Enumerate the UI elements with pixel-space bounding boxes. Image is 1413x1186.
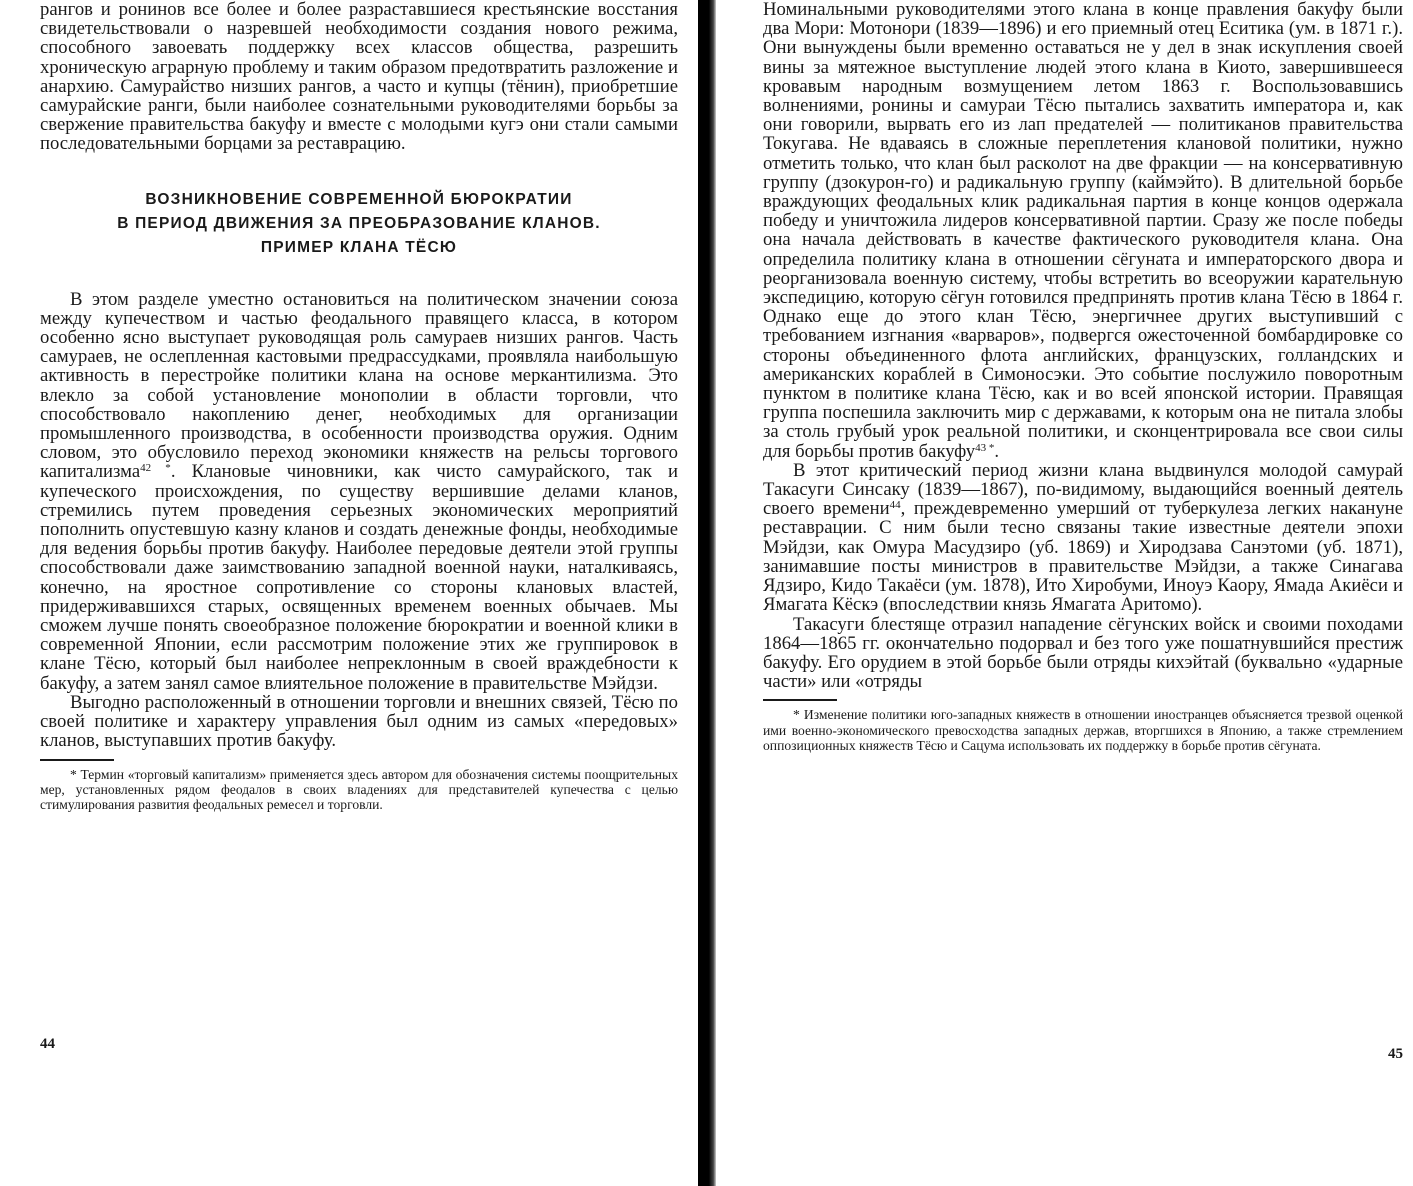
text-run: Номинальными руководителями этого клана в конце правления бакуфу были два Мори: Мотонори (1839—1896) и его приемный отец Еситика (ум. в 1871 г.). Они вынуждены были временно оставаться не у дел в знак искупления своей вины за мятежное выступление людей этого клана в Киото, завершившееся кровавым народным возмущением летом 1863 г. Воспользовавшись волнениями, ронины и самураи Тёсю пытались захватить императора и, как они говорили, вырвать его из лап предателей — политиканов правительства Токугава. Не вдаваясь в сложные переплетения клановой политики, нужно отметить только, что клан был расколот на две фракции — на консервативную группу (дзокурон-го) и радикальную группу (каймэйто). В длительной борьбе враждующих феодальных клик радикальная партия в конце концов одержала победу и уничтожила лидеров консервативной партии. Сразу же после победы она начала действовать в качестве фактического руководителя клана. Она определила политику клана в отношении сёгуната и императорского двора и реорганизовала военную систему, чтобы встретить во всеоружии карательную экспедицию, которую сёгун готовился предпринять против клана Тёсю в 1864 г. Однако еще до этого клан Тёсю, энергичнее других выступивший с требованием изгнания «варваров», подвергся ожесточенной бомбардировке со стороны объединенного флота английских, французских, голландских и американских кораблей в Симоносэки. Это событие послужило поворотным пунктом в политике клана Тёсю, как и во всей японской истории. Правящая группа поспешила заключить мир с державами, к которым она не питала злобы за столь грубый урок реальной политики, и сконцентрировала все свои силы для борьбы против бакуфу xyxy=(763,0,1403,462)
body-paragraph: Такасуги блестяще отразил нападение сёгунских войск и своими походами 1864—1865 гг. окончательно подорвал и без того уже пошатнувшийся престиж бакуфу. Его орудием в этой борьбе были отряды кихэйтай (буквально «ударные части» или «отряды xyxy=(763,613,1403,693)
footnote: * Термин «торговый капитализм» применяется здесь автором для обозначения системы поощрительных мер, установленных рядом феодалов в своих владениях для представителей купечества с целью стимулирования развития феодальных ремесел и торговли. xyxy=(40,766,678,812)
body-paragraph: Выгодно расположенный в отношении торговли и внешних связей, Тёсю по своей политике и характеру управления был одним из самых «передовых» кланов, выступавших против бакуфу. xyxy=(40,691,678,752)
heading-line: ВОЗНИКНОВЕНИЕ СОВРЕМЕННОЙ БЮРОКРАТИИ xyxy=(145,190,573,208)
text-run: В этот критический период жизни клана выдвинулся молодой самурай Такасуги Синсаку (1839—1867), по-видимому, выдающийся военный деятель своего времени xyxy=(763,459,1403,520)
footnote-divider xyxy=(40,759,114,761)
heading-line: В ПЕРИОД ДВИЖЕНИЯ ЗА ПРЕОБРАЗОВАНИЕ КЛАНОВ. xyxy=(117,214,601,232)
footnote-marker: 43 * xyxy=(975,441,995,454)
footnote-divider xyxy=(763,699,837,701)
footnote-marker: 42 * xyxy=(140,462,171,475)
body-paragraph xyxy=(763,461,1403,615)
text-run: В этом разделе уместно остановиться на политическом значении союза между купечеством и частью феодального правящего класса, в котором особенно ясно выступает руководящая роль самураев низших рангов. Часть самураев, не ослепленная кастовыми предрассудками, проявляла наибольшую активность в перестройке политики клана на основе меркантилизма. Это влекло за собой установление монополии в области торговли, что способствовало накоплению денег, необходимых для организации промышленного производства, в особенности производства оружия. Одним словом, это обусловило переход экономики княжеств на рельсы торгового капитализма xyxy=(40,288,678,483)
text-run: . xyxy=(994,440,1000,462)
page-number: 44 xyxy=(40,1036,55,1052)
page-number: 45 xyxy=(1388,1046,1403,1062)
heading-line: ПРИМЕР КЛАНА ТЁСЮ xyxy=(260,238,458,256)
body-paragraph: рангов и ронинов все более и более разраставшиеся крестьянские восстания свидетельствовали о назревшей необходимости создания нового режима, способного завоевать поддержку всех классов общества, разрешить хроническую аграрную проблему и таким образом предотвратить разложение и анархию. Самурайство низших рангов, а часто и купцы (тёнин), приобретшие самурайские ранги, были наиболее сознательными руководителями борьбы за свержение правительства бакуфу и вместе с молодыми кугэ они стали самыми последовательными борцами за реставрацию. xyxy=(40,0,678,155)
text-run: . Клановые чиновники, как чисто самурайского, так и купеческого происхождения, по существу вершившие делами кланов, стремились путем проведения серьезных экономических мероприятий пополнить опустевшую казну кланов и создать денежные фонды, необходимые для ведения борьбы против бакуфу. Наиболее передовые деятели этой группы способствовали даже заимствованию западной военной науки, наталкиваясь, конечно, на яростное сопротивление со стороны клановых властей, придерживавшихся старых, освященных временем военных обычаев. Мы сможем лучше понять своеобразное положение бюрократии и военной клики в современной Японии, если рассмотрим положение этих же группировок в клане Тёсю, который был наиболее непреклонным в своей враждебности к бакуфу, а затем занял самое влиятельное положение в правительстве Мэйдзи. xyxy=(40,461,678,694)
footnote: * Изменение политики юго-западных княжеств в отношении иностранцев объясняется трезвой оценкой ими военно-экономического превосходства западных держав, вторгшихся в Японию, а также стремлением оппозиционных княжеств Тёсю и Сацума использовать их поддержку в борьбе против сёгуната. xyxy=(763,707,1403,753)
book-spine-shadow xyxy=(698,0,716,1186)
left-page xyxy=(40,0,678,1052)
body-paragraph xyxy=(40,290,678,693)
footnote-marker: 44 xyxy=(889,499,901,512)
section-heading xyxy=(40,188,678,260)
right-page xyxy=(763,0,1403,1062)
text-run: , преждевременно умерший от туберкулеза легких накануне реставрации. С ним были тесно связаны такие известные деятели эпохи Мэйдзи, как Омура Масудзиро (уб. 1869) и Хиродзава Санэтоми (уб. 1871), занимавшие посты министров в правительстве Мэйдзи, а также Синагава Ядзиро, Кидо Такаёси (ум. 1878), Ито Хиробуми, Иноуэ Каору, Ямада Акиёси и Ямагата Кёскэ (впоследствии князь Ямагата Аритомо). xyxy=(763,498,1403,616)
body-paragraph xyxy=(763,0,1403,461)
